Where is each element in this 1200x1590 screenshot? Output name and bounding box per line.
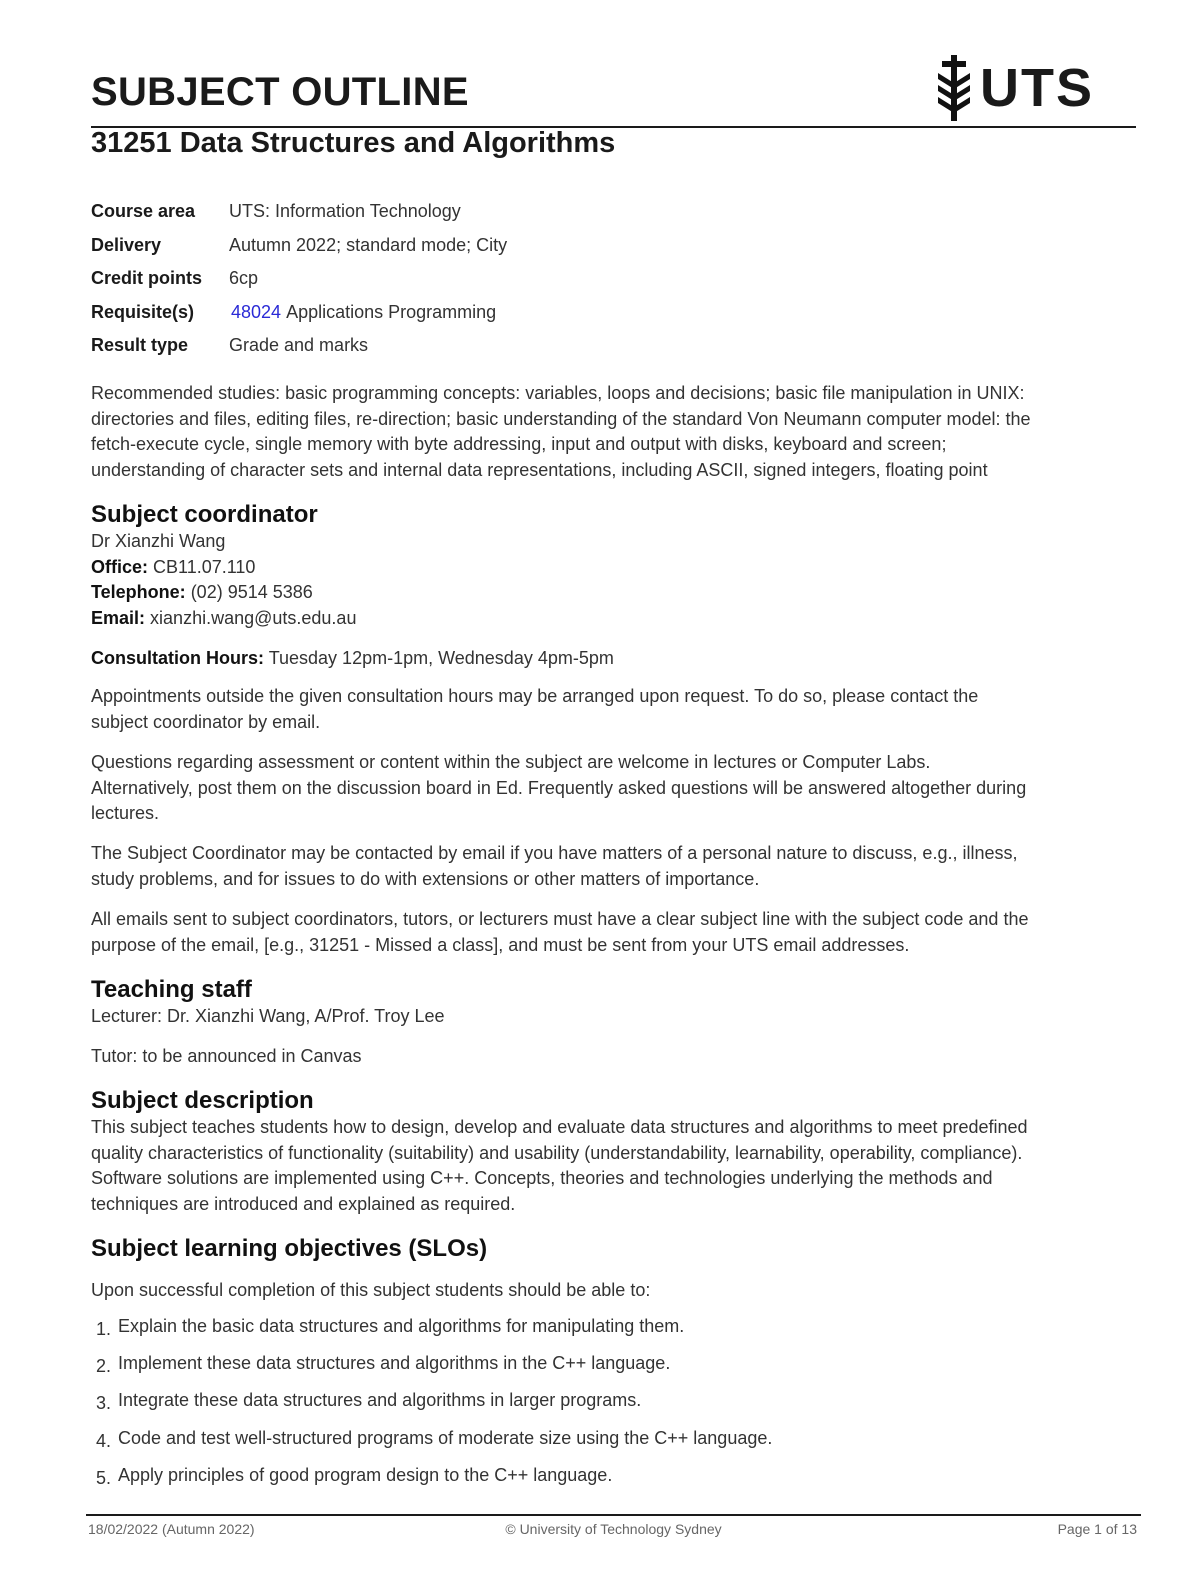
list-number: 5. — [96, 1468, 112, 1488]
uts-logo — [934, 54, 1094, 122]
list-item — [96, 1465, 612, 1486]
document-title: SUBJECT OUTLINE — [91, 70, 469, 114]
text-line: All emails sent to subject coordinators, tutors, or lecturers must have a clear subject line with the subject code and the — [91, 909, 1029, 929]
telephone-label: Telephone: — [91, 582, 186, 602]
footer-date: 18/02/2022 (Autumn 2022) — [88, 1521, 255, 1537]
telephone-value: (02) 9514 5386 — [190, 582, 313, 602]
text-line: lectures. — [91, 803, 160, 823]
text-line: Recommended studies: basic programming concepts: variables, loops and decisions; basic file manipulation in UNIX: — [91, 383, 1025, 403]
office-label: Office: — [91, 556, 149, 577]
text-line: Upon successful completion of this subject students should be able to: — [91, 1280, 651, 1300]
footer-page-number: Page 1 of 13 — [1057, 1521, 1137, 1537]
meta-value: 6cp — [229, 268, 259, 289]
text-line: subject coordinator by email. — [91, 711, 321, 732]
uts-logo-text: UTS — [980, 58, 1094, 118]
text-line: fetch-execute cycle, single memory with byte addressing, input and output with disks, keyboard and screen; — [91, 434, 947, 454]
meta-label: Credit points — [91, 268, 202, 289]
subject-title: 31251 Data Structures and Algorithms — [91, 127, 616, 159]
meta-row-requisites — [91, 296, 507, 330]
consultation-value: Tuesday 12pm-1pm, Wednesday 4pm-5pm — [268, 648, 614, 668]
text-line: techniques are introduced and explained as required. — [91, 1193, 516, 1214]
email-label: Email: — [91, 607, 146, 628]
list-number: 3. — [96, 1393, 112, 1413]
paragraph-personal-matters — [91, 841, 1136, 892]
paragraph-appointments — [91, 684, 1136, 735]
meta-row-course-area — [91, 195, 507, 229]
coordinator-contact — [91, 529, 1136, 631]
list-text: Integrate these data structures and algorithms in larger programs. — [118, 1390, 642, 1410]
list-text: Implement these data structures and algorithms in the C++ language. — [118, 1353, 671, 1373]
consultation-label: Consultation Hours: — [91, 648, 264, 668]
meta-value: Autumn 2022; standard mode; City — [229, 234, 508, 255]
subject-meta — [91, 195, 507, 363]
list-number: 1. — [96, 1319, 112, 1339]
meta-row-delivery — [91, 229, 507, 263]
text-line: quality characteristics of functionality (suitability) and usability (understandability, learnability, operability, compliance). — [91, 1142, 1023, 1163]
list-text: Apply principles of good program design to the C++ language. — [118, 1465, 613, 1485]
requisite-link[interactable]: 48024 — [231, 301, 282, 322]
meta-label: Result type — [91, 335, 189, 356]
text-line: directories and files, editing files, re-direction; basic understanding of the standard Von Neumann computer model: the — [91, 408, 1031, 429]
text-line: Software solutions are implemented using C++. Concepts, theories and technologies underlying the methods and — [91, 1168, 993, 1188]
section-heading-slos: Subject learning objectives (SLOs) — [91, 1235, 488, 1262]
email-value[interactable]: xianzhi.wang@uts.edu.au — [150, 607, 357, 628]
list-item — [96, 1316, 684, 1337]
coordinator-name: Dr Xianzhi Wang — [91, 531, 226, 551]
list-text: Explain the basic data structures and algorithms for manipulating them. — [118, 1316, 685, 1336]
text-line: understanding of character sets and internal data representations, including ASCII, signed integers, floating point — [91, 459, 988, 480]
section-heading-coordinator: Subject coordinator — [91, 501, 318, 528]
paragraph-email-rules — [91, 907, 1136, 958]
text-line: Tutor: to be announced in Canvas — [91, 1046, 362, 1066]
tutor-line — [91, 1044, 1136, 1070]
text-line: study problems, and for issues to do with extensions or other matters of importance. — [91, 868, 760, 889]
text-line: purpose of the email, [e.g., 31251 - Missed a class], and must be sent from your UTS email addresses. — [91, 934, 910, 955]
page-footer — [86, 1514, 1141, 1537]
list-item — [96, 1353, 670, 1374]
list-number: 2. — [96, 1356, 112, 1376]
footer-copyright: © University of Technology Sydney — [505, 1521, 722, 1537]
meta-label: Delivery — [91, 234, 162, 255]
email-line — [91, 606, 1136, 632]
section-heading-description: Subject description — [91, 1087, 314, 1114]
page-header — [91, 58, 1136, 128]
text-line: Questions regarding assessment or content within the subject are welcome in lectures or Computer Labs. — [91, 752, 931, 772]
text-line: Appointments outside the given consultation hours may be arranged upon request. To do so, please contact the — [91, 686, 979, 706]
text-line: This subject teaches students how to design, develop and evaluate data structures and algorithms to meet predefined — [91, 1117, 1028, 1137]
text-line: Lecturer: Dr. Xianzhi Wang, A/Prof. Troy Lee — [91, 1006, 445, 1026]
meta-label: Requisite(s) — [91, 301, 195, 322]
slos-intro — [91, 1278, 1136, 1304]
list-item — [96, 1428, 772, 1449]
paragraph-questions — [91, 750, 1136, 827]
recommended-studies — [91, 381, 1136, 483]
list-number: 4. — [96, 1431, 112, 1451]
telephone-line — [91, 580, 1136, 606]
list-text: Code and test well-structured programs of moderate size using the C++ language. — [118, 1428, 773, 1448]
section-heading-teaching-staff: Teaching staff — [91, 976, 252, 1003]
text-line: Alternatively, post them on the discussion board in Ed. Frequently asked questions will be answered altogether during — [91, 777, 1027, 798]
list-item — [96, 1390, 641, 1411]
meta-label: Course area — [91, 201, 196, 222]
uts-crest-icon — [934, 55, 974, 121]
consultation-hours — [91, 646, 1136, 672]
text-line: The Subject Coordinator may be contacted by email if you have matters of a personal nature to discuss, e.g., illness, — [91, 843, 1018, 863]
lecturer-line — [91, 1004, 1136, 1030]
office-value: CB11.07.110 — [153, 556, 256, 577]
meta-value: Grade and marks — [229, 335, 369, 356]
meta-value: UTS: Information Technology — [229, 201, 461, 222]
subject-description — [91, 1115, 1136, 1217]
meta-value: Applications Programming — [286, 301, 497, 322]
office-line — [91, 555, 1136, 581]
meta-row-credit-points — [91, 262, 507, 296]
meta-row-result-type — [91, 329, 507, 363]
